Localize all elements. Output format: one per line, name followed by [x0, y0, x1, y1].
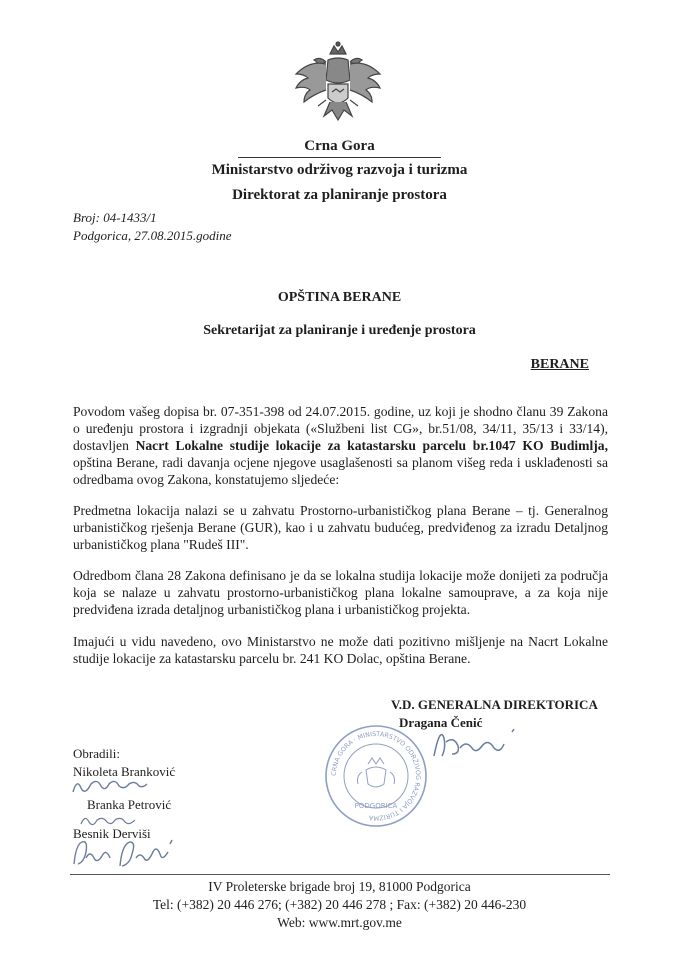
reference-number: Broj: 04-1433/1 [73, 210, 157, 225]
footer-phones: Tel: (+382) 20 446 276; (+382) 20 446 278 ; Fax: (+382) 20 446-230 [152, 897, 527, 912]
paragraph-2: Predmetna lokacija nalazi se u zahvatu Prostorno-urbanističkog plana Berane – tj. Generalnog urbanističkog rješenja Berane (GUR), kao i u zahvatu budućeg, predviđenog za izradu Detaljnog urbanističkog plana "Rudeš III". [73, 503, 608, 552]
paragraph-1: Povodom vašeg dopisa br. 07-351-398 od 24.07.2015. godine, uz koji je shodno članu 39 Zakona o uređenju prostora i izgradnji objekata («Službeni list CG», br.51/08, 34/11, 35/13 i 33/14), dostavljen Nacrt Lokalne studije lokacije za katastarsku parcelu br.1047 KO Budimlja, opština Berane, radi davanja ocjene njegove usaglašenosti sa planom višeg reda i usklađenosti sa odredbama ovog Zakona, konstatujemo sljedeće: [73, 404, 608, 487]
paragraph-3: Odredbom člana 28 Zakona definisano je da se lokalna studija lokacije može donijeti za područja koja se nalaze u zahvatu prostorno-urbanističkog plana lokalne samouprave, a za koja nije predviđena izrada detaljnog urbanističkog plana i urbanističkog projekta. [73, 568, 608, 617]
official-stamp [322, 722, 430, 830]
paragraph-4: Imajući u vidu navedeno, ovo Ministarstvo ne može dati pozitivno mišljenje na Nacrt Lokalne studije lokacije za katastarsku parcelu br. 241 KO Dolac, opština Berane. [73, 634, 608, 666]
stamp-ring-text: CRNA GORA · MINISTARSTVO ODRŽIVOG RAZVOJA I TURIZMA [329, 729, 423, 823]
country-name: Crna Gora [304, 138, 375, 154]
stamp-city: PODGORICA [354, 802, 398, 810]
preparer-1-name: Nikoleta Branković [73, 764, 176, 779]
footer-address: IV Proleterske brigade broj 19, 81000 Podgorica [208, 879, 471, 894]
signature-name: Dragana Čenić [399, 715, 483, 730]
director-signature [430, 722, 530, 770]
preparer-3-signature [70, 836, 180, 872]
recipient-municipality: OPŠTINA BERANE [277, 290, 402, 305]
directorate-name: Direktorat za planiranje prostora [232, 187, 447, 203]
recipient-secretariat: Sekretarijat za planiranje i uređenje prostora [203, 323, 476, 338]
preparer-2-name: Branka Petrović [87, 797, 172, 812]
recipient-city: BERANE [530, 357, 589, 372]
ministry-name: Ministarstvo održivog razvoja i turizma [211, 162, 468, 178]
footer-website: Web: www.mrt.gov.me [277, 915, 402, 930]
signature-title: V.D. GENERALNA DIREKTORICA [391, 697, 598, 712]
coat-of-arms-icon [290, 40, 386, 132]
place-date: Podgorica, 27.08.2015.godine [73, 228, 232, 243]
preparer-3-name: Besnik Derviši [73, 826, 151, 841]
header-rule [238, 157, 441, 158]
footer-rule [70, 874, 610, 875]
prepared-by-label: Obradili: [73, 746, 120, 761]
preparer-1-signature [70, 776, 160, 798]
